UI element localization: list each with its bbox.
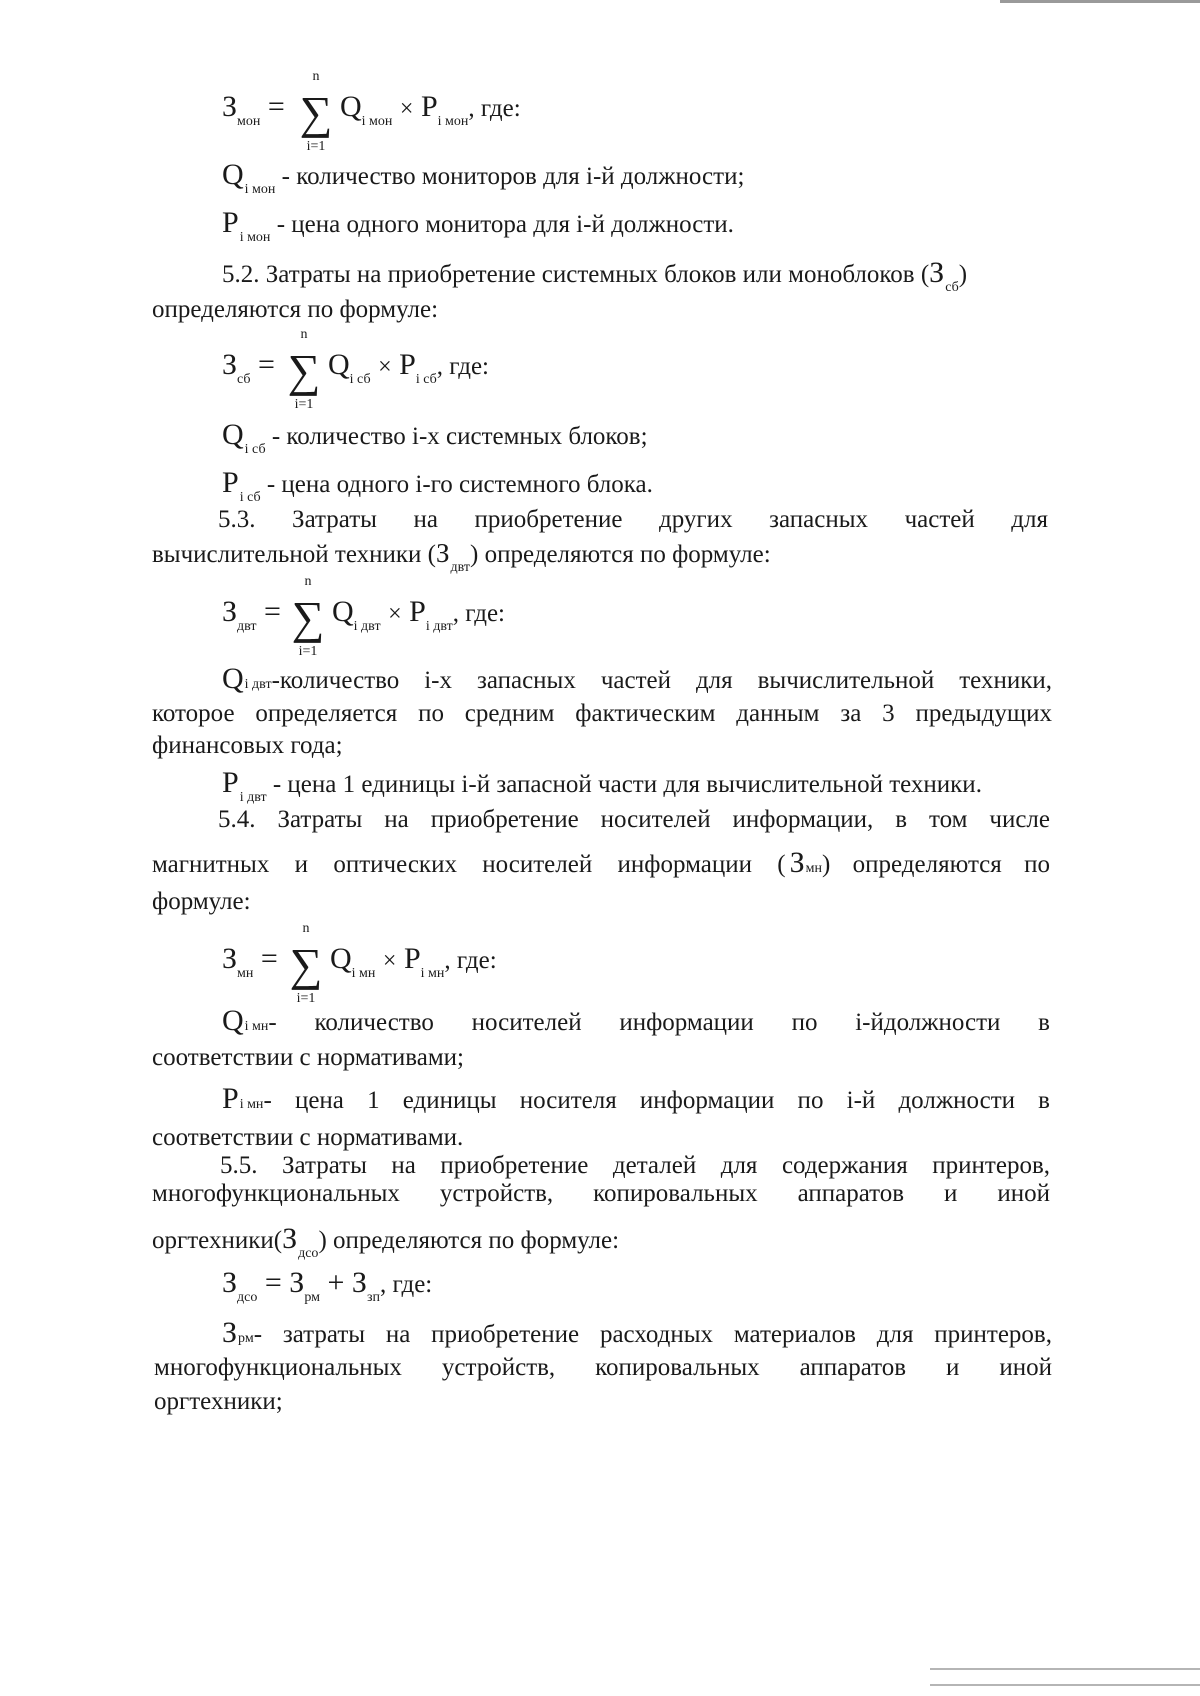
paragraph-5-4-line-2 — [152, 846, 1050, 880]
times-sign: × — [399, 96, 414, 122]
formula-lhs: З — [222, 1266, 238, 1299]
q-subscript: i мон — [361, 114, 393, 129]
scan-edge-line — [1000, 0, 1200, 3]
def-subscript: i мон — [239, 230, 271, 245]
formula-tail: , где: — [436, 353, 489, 380]
definition-q-dvt-line-3: финансовых года; — [152, 732, 343, 759]
para-text: вычислительной техники ( — [152, 541, 436, 568]
term-a-subscript: рм — [304, 1290, 320, 1305]
def-symbol: Q — [222, 1004, 244, 1037]
formula-lhs-sub: дсо — [237, 1290, 258, 1305]
def-symbol: P — [222, 206, 239, 239]
formula-lhs: З — [222, 595, 238, 628]
formula-lhs-sub: мон — [237, 114, 261, 129]
formula-lhs-sub: двт — [237, 619, 257, 634]
paragraph-5-5-line-2: многофункциональных устройств, копировальных аппаратов и иной — [152, 1180, 1050, 1207]
sum-lower-limit: i=1 — [306, 139, 326, 154]
term-b-subscript: зп — [366, 1290, 380, 1305]
formula-spare-parts — [222, 597, 281, 634]
sum-symbol — [282, 327, 326, 412]
def-subscript: i мн — [244, 1019, 269, 1034]
definition-q-mn-line-2: соответствии с нормативами; — [152, 1044, 464, 1071]
paragraph-5-3-line-1: 5.3. Затраты на приобретение других запасных частей для — [218, 506, 1048, 533]
def-subscript: i двт — [239, 790, 267, 805]
p-symbol: P — [403, 942, 421, 975]
inline-subscript: сб — [945, 280, 959, 295]
times-sign: × — [378, 354, 392, 380]
paragraph-5-4-line-3: формуле: — [152, 888, 251, 915]
formula-equals: = — [264, 1266, 282, 1299]
def-text: - количество i-х системных блоков; — [265, 423, 648, 450]
sum-upper-limit: n — [300, 327, 308, 342]
formula-lhs: З — [222, 90, 238, 123]
sigma-glyph: ∑ — [291, 592, 325, 643]
def-symbol: P — [222, 1082, 239, 1115]
para-text: 5.2. Затраты на приобретение системных блоков или моноблоков ( — [222, 261, 930, 288]
formula-tail: , где: — [444, 947, 497, 974]
definition-z-rm-line-2: многофункциональных устройств, копировальных аппаратов и иной — [154, 1354, 1052, 1381]
definition-q-sb — [222, 418, 648, 458]
plus-sign: + — [327, 1266, 345, 1299]
scan-edge-line — [930, 1684, 1200, 1686]
inline-symbol: З — [435, 538, 450, 568]
q-subscript: i двт — [353, 619, 381, 634]
inline-symbol: З — [929, 256, 945, 289]
formula-lhs-sub: мн — [237, 966, 254, 981]
sum-symbol — [284, 921, 328, 1006]
formula-rhs — [328, 350, 489, 387]
def-text: - цена 1 единицы носителя информации по i-й должности в — [263, 1087, 1050, 1114]
inline-symbol: З — [789, 846, 805, 879]
p-subscript: i двт — [425, 619, 453, 634]
sum-symbol — [286, 574, 330, 659]
definition-p-mn-line-1 — [222, 1082, 1050, 1116]
formula-lhs: З — [222, 942, 238, 975]
para-text: оргтехники( — [152, 1227, 283, 1254]
paragraph-5-2-line-1 — [222, 256, 967, 296]
definition-q-mon — [222, 158, 744, 198]
definition-p-mn-line-2: соответствии с нормативами. — [152, 1124, 464, 1151]
paragraph-5-3-line-2 — [152, 538, 771, 576]
q-symbol: Q — [332, 595, 354, 628]
p-subscript: i сб — [415, 372, 437, 387]
definition-p-dvt — [222, 766, 982, 806]
term-a-symbol: З — [289, 1266, 305, 1299]
para-text: ) — [958, 261, 968, 288]
inline-subscript: дсо — [298, 1246, 319, 1261]
p-subscript: i мн — [420, 966, 445, 981]
para-text: магнитных и оптических носителей информации ( — [152, 851, 786, 878]
def-subscript: i мон — [244, 182, 276, 197]
definition-z-rm-line-3: оргтехники; — [154, 1388, 283, 1415]
term-b-symbol: З — [351, 1266, 367, 1299]
q-subscript: i мн — [351, 966, 376, 981]
para-text: ) определяются по формуле: — [470, 541, 771, 568]
sigma-glyph: ∑ — [289, 939, 323, 990]
def-symbol: Q — [222, 158, 244, 191]
def-subscript: i сб — [239, 490, 261, 505]
para-text: ) определяются по — [822, 851, 1050, 878]
sum-symbol — [294, 69, 338, 154]
inline-subscript: мн — [805, 861, 822, 876]
def-symbol: Q — [222, 418, 244, 451]
sum-upper-limit: n — [304, 574, 312, 589]
formula-tail: , где: — [468, 95, 521, 122]
def-subscript: рм — [238, 1331, 254, 1346]
formula-equals: = — [258, 348, 275, 381]
inline-symbol: З — [282, 1222, 298, 1255]
definition-q-dvt-line-2: которое определяется по средним фактическим данным за 3 предыдущих — [152, 700, 1052, 727]
definition-q-mn-line-1 — [222, 1004, 1050, 1038]
def-symbol: P — [222, 766, 239, 799]
formula-office-equipment — [222, 1268, 432, 1305]
paragraph-5-4-line-1: 5.4. Затраты на приобретение носителей информации, в том числе — [218, 806, 1050, 833]
def-text: -количество i-х запасных частей для вычислительной техники, — [271, 667, 1052, 694]
def-text: - затраты на приобретение расходных материалов для принтеров, — [253, 1321, 1052, 1348]
def-text: - количество мониторов для i-й должности; — [275, 163, 745, 190]
sigma-glyph: ∑ — [287, 345, 321, 396]
formula-media — [222, 944, 278, 981]
formula-equals: = — [260, 942, 278, 975]
inline-subscript: двт — [450, 560, 471, 575]
formula-monitors — [222, 92, 285, 129]
sum-lower-limit: i=1 — [294, 397, 314, 412]
sum-upper-limit: n — [312, 69, 320, 84]
paragraph-5-5-line-1: 5.5. Затраты на приобретение деталей для содержания принтеров, — [220, 1152, 1050, 1179]
scan-edge-line — [930, 1668, 1200, 1670]
formula-rhs — [340, 92, 521, 129]
formula-equals: = — [267, 90, 285, 123]
sum-lower-limit: i=1 — [296, 991, 316, 1006]
definition-z-rm-line-1 — [222, 1316, 1052, 1350]
def-subscript: i мн — [239, 1097, 264, 1112]
sigma-glyph: ∑ — [299, 87, 333, 138]
def-symbol: З — [222, 1316, 238, 1349]
def-text: - цена одного монитора для i-й должности. — [270, 211, 734, 238]
definition-p-mon — [222, 206, 734, 246]
q-symbol: Q — [328, 348, 350, 381]
formula-tail: , где: — [452, 600, 505, 627]
times-sign: × — [388, 601, 402, 627]
sum-lower-limit: i=1 — [298, 644, 318, 659]
formula-equals: = — [264, 595, 281, 628]
def-symbol: Q — [222, 662, 244, 695]
definition-p-sb — [222, 466, 653, 506]
sum-upper-limit: n — [302, 921, 310, 936]
def-subscript: i двт — [244, 677, 272, 692]
p-symbol: P — [409, 595, 426, 628]
formula-tail: , где: — [379, 1271, 433, 1298]
formula-lhs: З — [222, 348, 238, 381]
paragraph-5-2-line-2: определяются по формуле: — [152, 296, 439, 323]
def-text: - цена одного i-го системного блока. — [260, 471, 653, 498]
p-subscript: i мон — [437, 114, 469, 129]
q-subscript: i сб — [349, 372, 371, 387]
p-symbol: P — [399, 348, 416, 381]
formula-rhs — [330, 944, 497, 981]
def-symbol: P — [222, 466, 239, 499]
def-text: - количество носителей информации по i-йдолжности в — [268, 1009, 1050, 1036]
formula-lhs-sub: сб — [237, 372, 251, 387]
para-text: ) определяются по формуле: — [318, 1227, 620, 1254]
times-sign: × — [382, 948, 397, 974]
def-subscript: i сб — [244, 442, 266, 457]
paragraph-5-5-line-3 — [152, 1222, 619, 1262]
def-text: - цена 1 единицы i-й запасной части для вычислительной техники. — [266, 771, 982, 798]
definition-q-dvt-line-1 — [222, 662, 1052, 696]
q-symbol: Q — [340, 90, 362, 123]
formula-system-units — [222, 350, 275, 387]
q-symbol: Q — [330, 942, 352, 975]
formula-rhs — [332, 597, 505, 634]
p-symbol: P — [420, 90, 438, 123]
